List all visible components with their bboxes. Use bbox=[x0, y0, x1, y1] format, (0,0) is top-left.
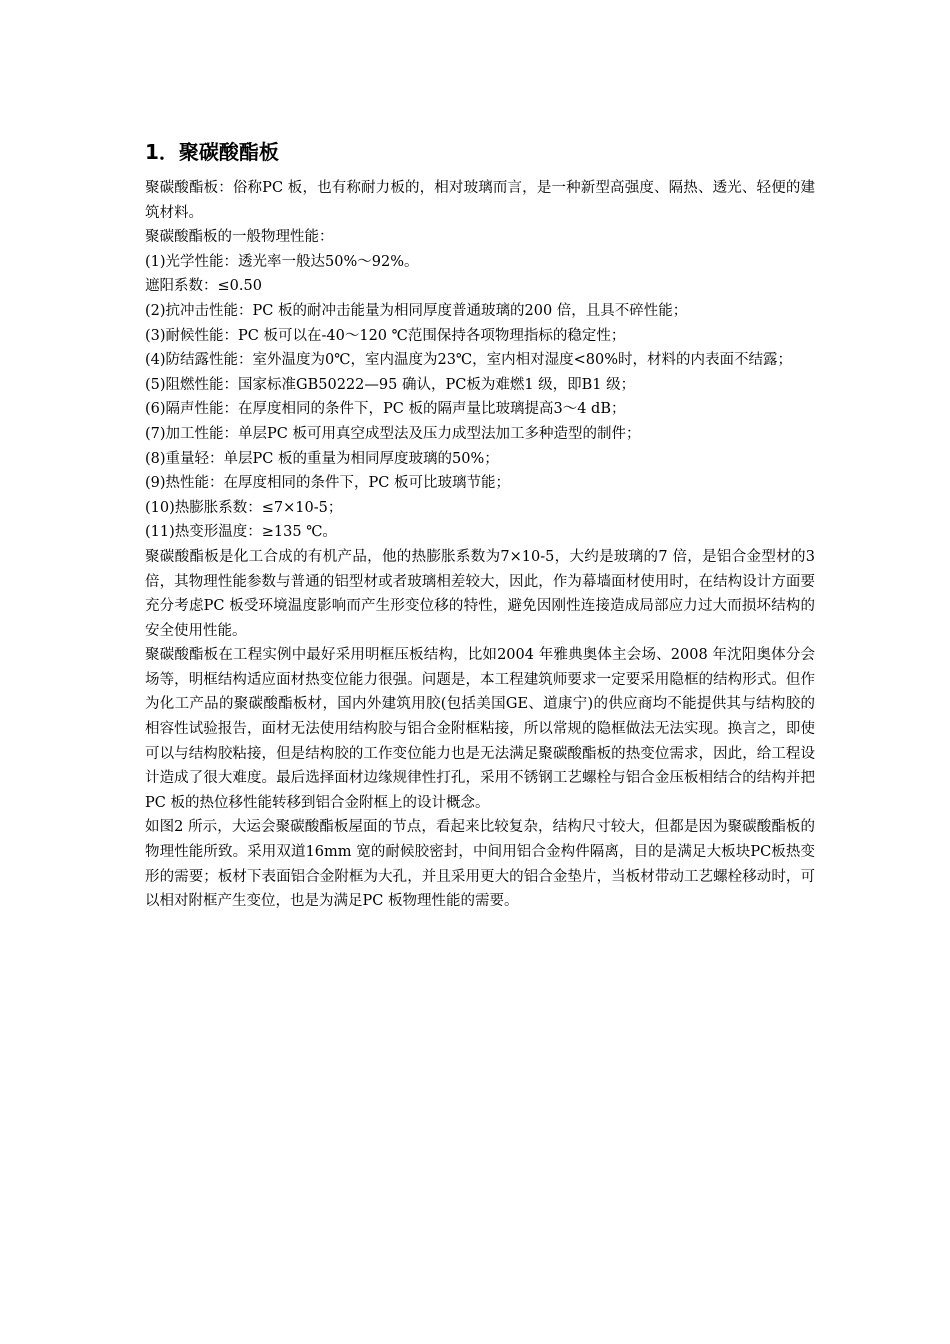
body-paragraph: 聚碳酸酯板是化工合成的有机产品，他的热膨胀系数为7×10-5，大约是玻璃的7 倍，是铝合金型材的3倍，其物理性能参数与普通的铝型材或者玻璃相差较大，因此，作为幕墙面材使用时，在结构设计方面要充分考虑PC 板受环境温度影响而产生形变位移的特性，避免因刚性连接造成局部应力过大而损坏结构的安全使用性能。 bbox=[145, 548, 815, 639]
property-item: (4)防结露性能：室外温度为0℃，室内温度为23℃，室内相对湿度<80%时，材料的内表面不结露； bbox=[145, 352, 793, 369]
property-item: (2)抗冲击性能：PC 板的耐冲击能量为相同厚度普通玻璃的200 倍，且具不碎性能； bbox=[145, 302, 688, 319]
document-body bbox=[145, 136, 815, 914]
intro-paragraph: 聚碳酸酯板：俗称PC 板，也有称耐力板的，相对玻璃而言，是一种新型高强度、隔热、透光、轻便的建筑材料。 bbox=[145, 180, 815, 221]
property-item: (8)重量轻：单层PC 板的重量为相同厚度玻璃的50%； bbox=[145, 450, 499, 467]
property-item: (5)阻燃性能：国家标准GB50222—95 确认，PC板为难燃1 级，即B1 级； bbox=[145, 376, 636, 393]
body-paragraph: 聚碳酸酯板在工程实例中最好采用明框压板结构，比如2004 年雅典奥体主会场、2008 年沈阳奥体分会场等，明框结构适应面材热变位能力很强。问题是，本工程建筑师要求一定要采用隐框的结构形式。但作为化工产品的聚碳酸酯板材，国内外建筑用胶(包括美国GE、道康宁)的供应商均不能提供其与结构胶的相容性试验报告，面材无法使用结构胶与铝合金附框粘接，所以常规的隐框做法无法实现。换言之，即使可以与结构胶粘接，但是结构胶的工作变位能力也是无法满足聚碳酸酯板的热变位需求，因此，给工程设计造成了很大难度。最后选择面材边缘规律性打孔，采用不锈钢工艺螺栓与铝合金压板相结合的结构并把PC 板的热位移性能转移到铝合金附框上的设计概念。 bbox=[145, 647, 815, 811]
property-item: (6)隔声性能：在厚度相同的条件下，PC 板的隔声量比玻璃提高3～4 dB； bbox=[145, 401, 626, 418]
property-item: (9)热性能：在厚度相同的条件下，PC 板可比玻璃节能； bbox=[145, 475, 510, 492]
properties-title: 聚碳酸酯板的一般物理性能： bbox=[145, 229, 334, 246]
body-paragraph: 如图2 所示，大运会聚碳酸酯板屋面的节点，看起来比较复杂，结构尺寸较大，但都是因为聚碳酸酯板的物理性能所致。采用双道16mm 宽的耐候胶密封，中间用铝合金构件隔离，目的是满足大板块PC板热变形的需要；板材下表面铝合金附框为大孔，并且采用更大的铝合金垫片，当板材带动工艺螺栓移动时，可以相对附框产生变位，也是为满足PC 板物理性能的需要。 bbox=[145, 819, 815, 910]
property-item: (1)光学性能：透光率一般达50%～92%。 bbox=[145, 253, 419, 270]
section-heading: 1．聚碳酸酯板 bbox=[145, 140, 279, 164]
property-item: (7)加工性能：单层PC 板可用真空成型法及压力成型法加工多种造型的制件； bbox=[145, 425, 641, 442]
property-item: (11)热变形温度：≥135 ℃。 bbox=[145, 524, 337, 541]
property-item: (10)热膨胀系数：≤7×10-5； bbox=[145, 499, 343, 516]
property-item: 遮阳系数：≤0.50 bbox=[145, 278, 262, 295]
property-item: (3)耐候性能：PC 板可以在-40～120 ℃范围保持各项物理指标的稳定性； bbox=[145, 327, 626, 344]
